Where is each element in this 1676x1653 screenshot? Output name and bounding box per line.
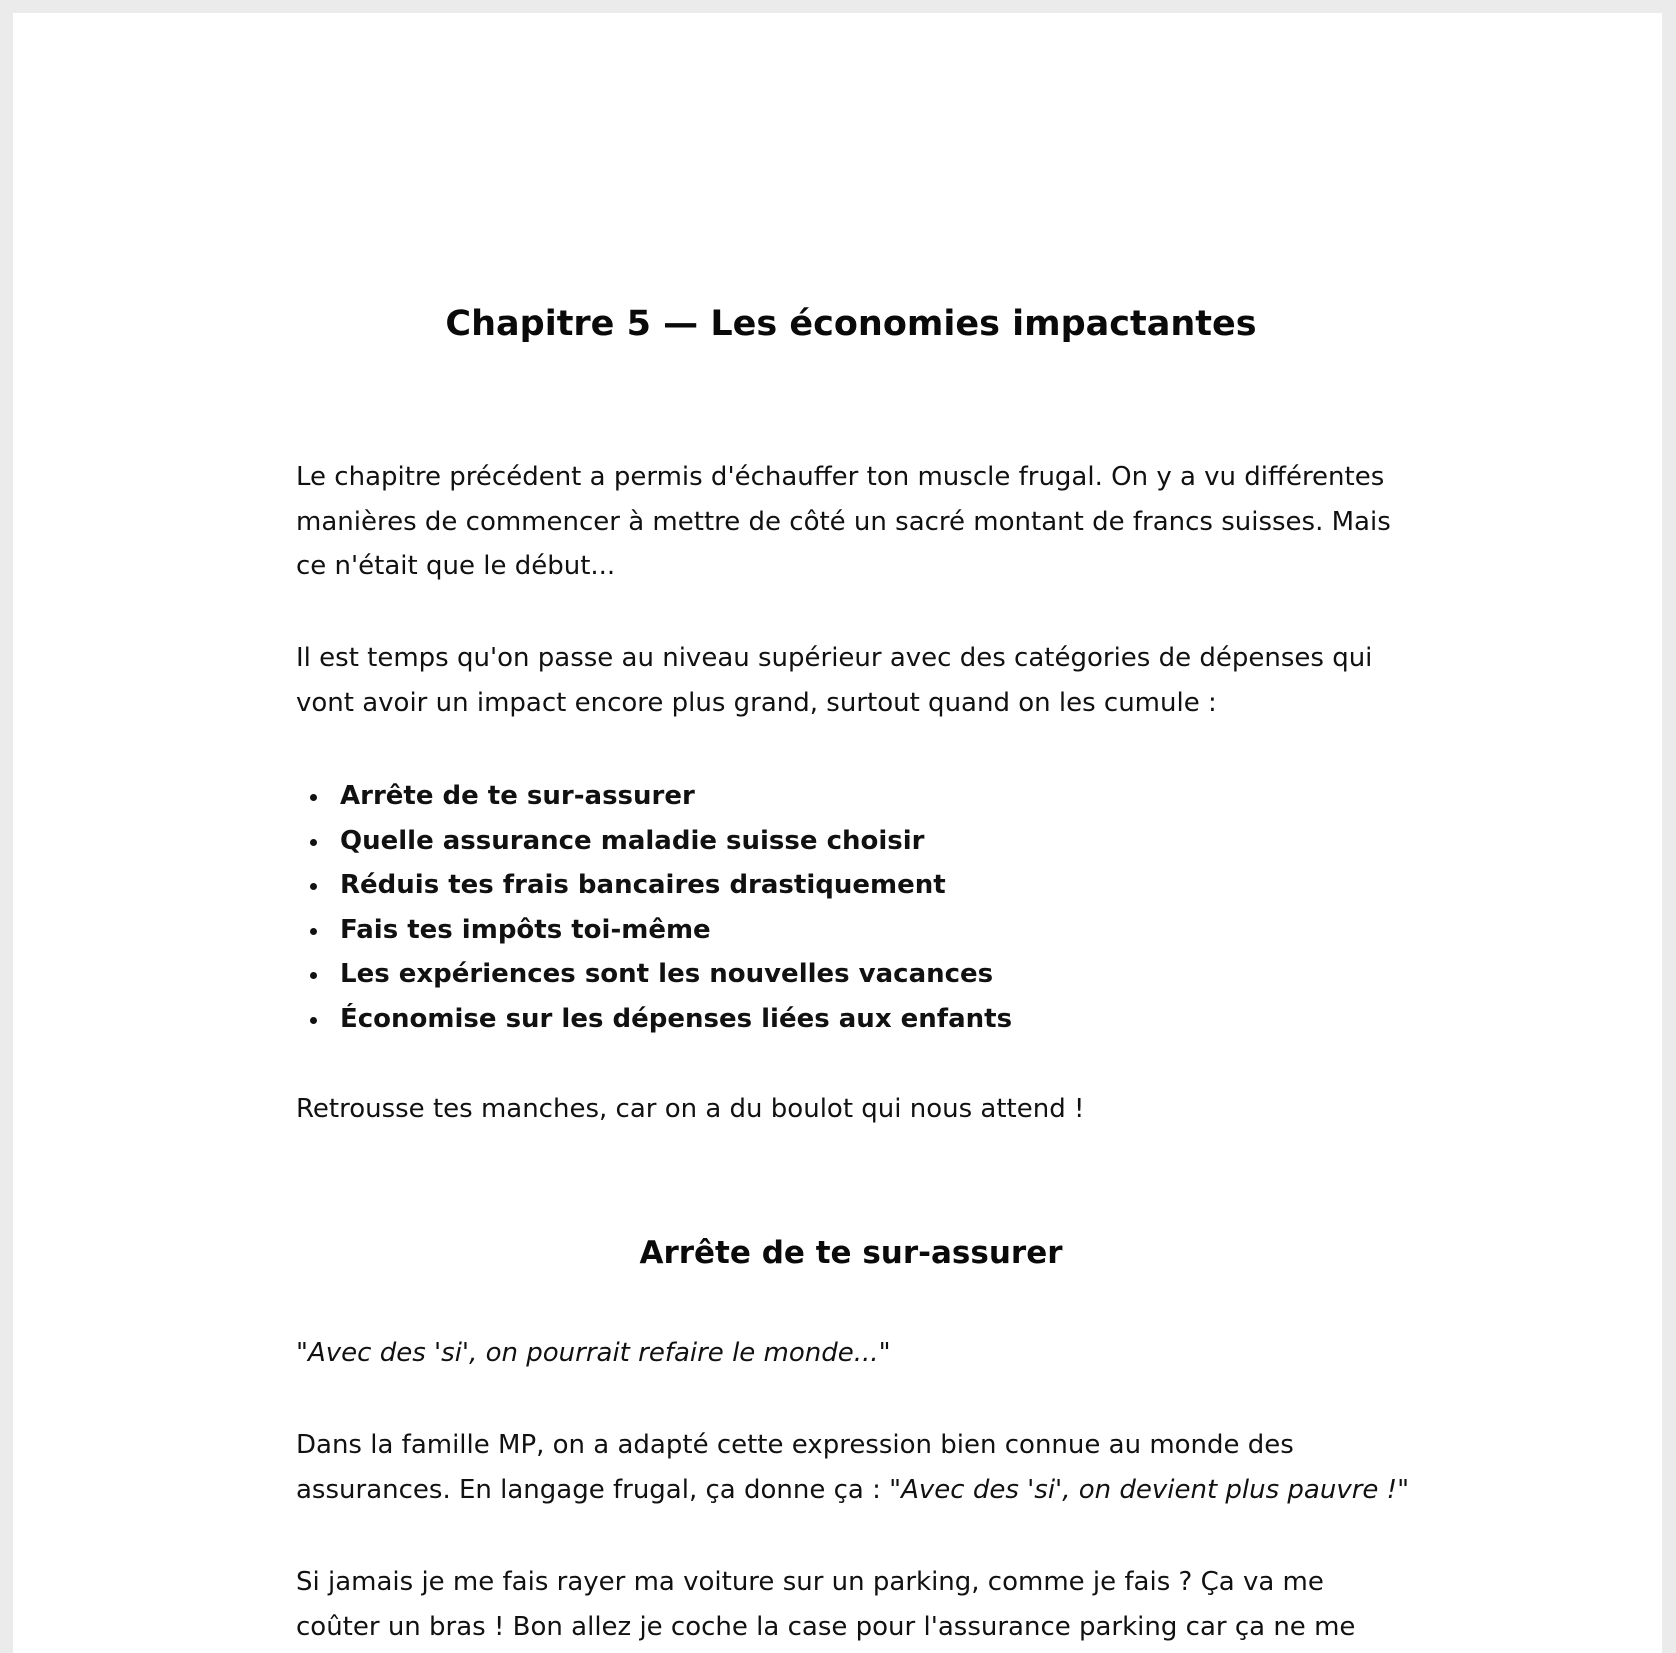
paragraph-line: vont avoir un impact encore plus grand, surtout quand on les cumule : — [296, 687, 1217, 718]
paragraph-line: ce n'était que le début... — [296, 551, 616, 581]
list-item-label: Économise sur les dépenses liées aux enfants — [340, 1003, 1013, 1034]
intro-paragraph — [296, 455, 1406, 589]
paragraph-text: assurances. En langage frugal, ça donne ça : — [296, 1474, 890, 1505]
paragraph-line: Le chapitre précédent a permis d'échauffer ton muscle frugal. On y a vu différentes — [296, 462, 1385, 492]
topic-list — [296, 774, 1012, 1041]
list-item — [296, 952, 1012, 997]
list-item — [296, 819, 1012, 864]
list-item-label: Réduis tes frais bancaires drastiquement — [340, 870, 946, 900]
list-item — [296, 863, 1012, 908]
bullet-icon — [310, 794, 317, 801]
paragraph-line — [296, 1468, 1410, 1513]
section-heading: Arrête de te sur-assurer — [639, 1235, 1063, 1271]
bullet-icon — [310, 883, 317, 890]
list-item-label: Fais tes impôts toi-même — [340, 914, 711, 945]
chapter-title: Chapitre 5 — Les économies impactantes — [445, 304, 1257, 344]
paragraph-line: Dans la famille MP, on a adapté cette expression bien connue au monde des — [296, 1430, 1294, 1460]
paragraph-line: manières de commencer à mettre de côté un sacré montant de francs suisses. Mais — [296, 506, 1391, 537]
paragraph-line: Si jamais je me fais rayer ma voiture sur un parking, comme je fais ? Ça va me — [296, 1567, 1324, 1597]
list-item — [296, 997, 1012, 1042]
bullet-icon — [310, 928, 317, 935]
list-item-label: Quelle assurance maladie suisse choisir — [340, 825, 925, 856]
document-page — [13, 13, 1662, 1653]
closing-paragraph: Retrousse tes manches, car on a du boulot qui nous attend ! — [296, 1094, 1085, 1124]
paragraph-line: Il est temps qu'on passe au niveau supérieur avec des catégories de dépenses qui — [296, 643, 1373, 673]
list-item-label: Arrête de te sur-assurer — [340, 781, 695, 811]
list-item — [296, 908, 1012, 953]
section-paragraph — [296, 1560, 1406, 1649]
second-paragraph — [296, 636, 1406, 725]
paragraph-line: coûter un bras ! Bon allez je coche la case pour l'assurance parking car ça ne me — [296, 1611, 1356, 1642]
bullet-icon — [310, 972, 317, 979]
bullet-icon — [310, 1017, 317, 1024]
list-item — [296, 774, 1012, 819]
list-item-label: Les expériences sont les nouvelles vacances — [340, 959, 994, 989]
inline-quote: "Avec des 'si', on devient plus pauvre !" — [889, 1474, 1410, 1505]
bullet-icon — [310, 839, 317, 846]
section-quote: "Avec des 'si', on pourrait refaire le monde..." — [296, 1338, 891, 1368]
section-paragraph — [296, 1423, 1410, 1512]
